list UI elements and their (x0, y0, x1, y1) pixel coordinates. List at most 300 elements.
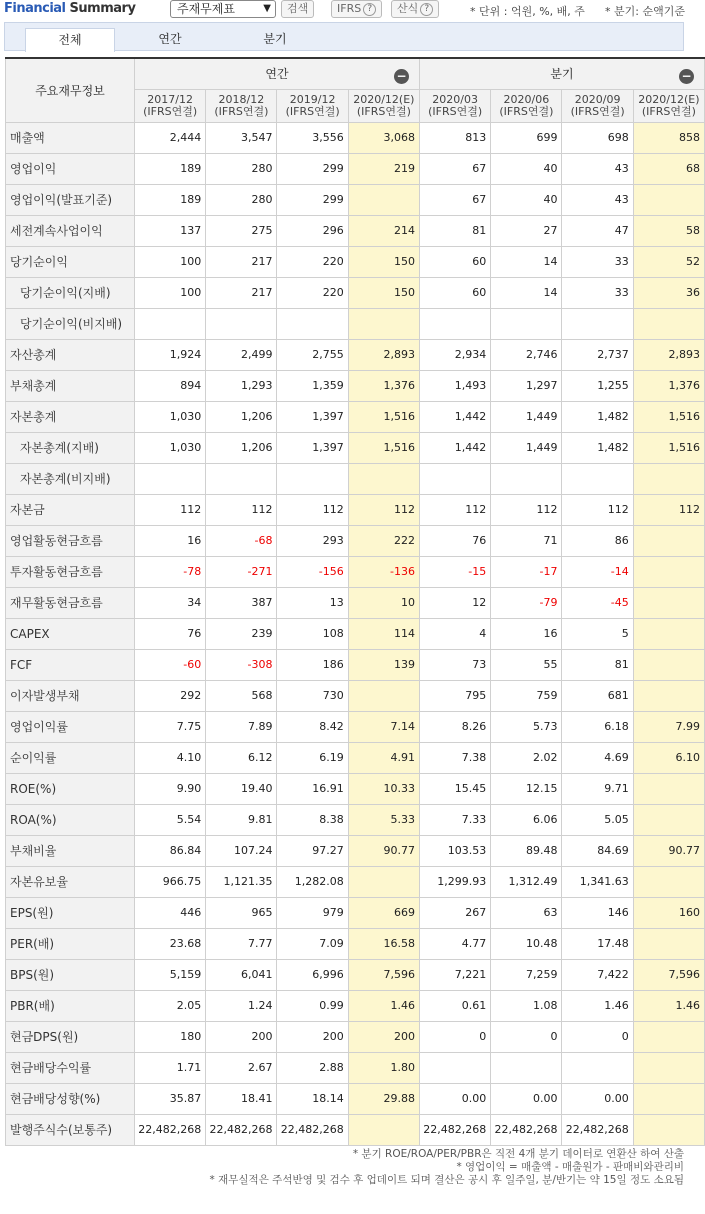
value-cell: 86 (562, 525, 633, 556)
row-label: 현금배당성향(%) (6, 1083, 135, 1114)
column-header (491, 89, 562, 122)
value-cell: 114 (348, 618, 419, 649)
value-cell: 1,312.49 (491, 866, 562, 897)
value-cell: 299 (277, 184, 348, 215)
value-cell: 108 (277, 618, 348, 649)
table-row (6, 1052, 705, 1083)
value-cell: 137 (134, 215, 205, 246)
value-cell: 36 (633, 277, 704, 308)
value-cell: 40 (491, 153, 562, 184)
basis-label: (IFRS연결) (499, 104, 554, 118)
value-cell: 446 (134, 897, 205, 928)
value-cell: 12.15 (491, 773, 562, 804)
value-cell: -136 (348, 556, 419, 587)
basis-label: (IFRS연결) (356, 104, 411, 118)
basis-label: (IFRS연결) (428, 104, 483, 118)
value-cell: 16.58 (348, 928, 419, 959)
row-label: 당기순이익(지배) (6, 277, 135, 308)
value-cell: 16 (134, 525, 205, 556)
toolbar (0, 0, 694, 21)
value-cell: 90.77 (348, 835, 419, 866)
row-label: FCF (6, 649, 135, 680)
value-cell: 894 (134, 370, 205, 401)
value-cell: 979 (277, 897, 348, 928)
value-cell: 267 (419, 897, 490, 928)
period-label: 2020/06 (503, 92, 550, 106)
value-cell (277, 463, 348, 494)
value-cell: 2.05 (134, 990, 205, 1021)
table-row (6, 990, 705, 1021)
column-header (206, 89, 277, 122)
table-row (6, 866, 705, 897)
value-cell (419, 308, 490, 339)
value-cell: 965 (206, 897, 277, 928)
value-cell (491, 1052, 562, 1083)
table-row (6, 432, 705, 463)
value-cell: 387 (206, 587, 277, 618)
value-cell: 22,482,268 (491, 1114, 562, 1145)
value-cell: 669 (348, 897, 419, 928)
value-cell: 10.48 (491, 928, 562, 959)
quarter-basis-note: * 분기: 순액기준 (605, 5, 685, 18)
table-row (6, 308, 705, 339)
value-cell: 217 (206, 246, 277, 277)
value-cell: 1,376 (633, 370, 704, 401)
value-cell (348, 463, 419, 494)
value-cell: 22,482,268 (419, 1114, 490, 1145)
unit-note: * 단위 : 억원, %, 배, 주 (470, 5, 585, 18)
value-cell: 1,359 (277, 370, 348, 401)
value-cell: 35.87 (134, 1083, 205, 1114)
value-cell (348, 866, 419, 897)
value-cell (277, 308, 348, 339)
row-label: 현금DPS(원) (6, 1021, 135, 1052)
basis-label: (IFRS연결) (143, 104, 198, 118)
value-cell: 17.48 (562, 928, 633, 959)
row-label: 영업이익률 (6, 711, 135, 742)
value-cell (633, 1052, 704, 1083)
row-label: 현금배당수익률 (6, 1052, 135, 1083)
value-cell: 18.14 (277, 1083, 348, 1114)
value-cell: 63 (491, 897, 562, 928)
value-cell: 1,516 (348, 401, 419, 432)
table-row (6, 773, 705, 804)
chevron-down-icon: ▼ (263, 3, 271, 14)
value-cell: 97.27 (277, 835, 348, 866)
column-header (134, 89, 205, 122)
value-cell: 76 (419, 525, 490, 556)
corner-header: 주요재무정보 (6, 58, 135, 122)
row-label: 자본총계(지배) (6, 432, 135, 463)
value-cell: 90.77 (633, 835, 704, 866)
value-cell: 7.38 (419, 742, 490, 773)
collapse-quarter-icon[interactable]: − (679, 69, 694, 84)
value-cell: 81 (562, 649, 633, 680)
value-cell: 12 (419, 587, 490, 618)
value-cell: 60 (419, 277, 490, 308)
value-cell: 3,556 (277, 122, 348, 153)
value-cell: 1,449 (491, 401, 562, 432)
value-cell: 6,996 (277, 959, 348, 990)
value-cell: 1.08 (491, 990, 562, 1021)
footnotes (210, 1148, 684, 1187)
title-rest: Summary (69, 1, 136, 16)
column-header (633, 89, 704, 122)
value-cell: 86.84 (134, 835, 205, 866)
value-cell: -15 (419, 556, 490, 587)
value-cell: 3,547 (206, 122, 277, 153)
table-row (6, 401, 705, 432)
formula-help-button[interactable] (391, 0, 439, 18)
value-cell: 16 (491, 618, 562, 649)
tab-annual[interactable]: 연간 (158, 32, 182, 46)
value-cell: 5.73 (491, 711, 562, 742)
value-cell: 1,449 (491, 432, 562, 463)
value-cell (206, 308, 277, 339)
table-row (6, 711, 705, 742)
period-label: 2019/12 (289, 92, 336, 106)
value-cell: 4.91 (348, 742, 419, 773)
table-row (6, 525, 705, 556)
value-cell: 112 (419, 494, 490, 525)
row-label: 당기순이익(비지배) (6, 308, 135, 339)
value-cell: 7.33 (419, 804, 490, 835)
question-icon: ? (420, 3, 433, 16)
page-title (4, 1, 135, 16)
value-cell: -79 (491, 587, 562, 618)
value-cell: 0.00 (562, 1083, 633, 1114)
row-label: 자본금 (6, 494, 135, 525)
table-row (6, 370, 705, 401)
basis-label: (IFRS연결) (285, 104, 340, 118)
value-cell: 1,442 (419, 401, 490, 432)
value-cell: -78 (134, 556, 205, 587)
value-cell: 759 (491, 680, 562, 711)
value-cell: 2,444 (134, 122, 205, 153)
value-cell: 7,422 (562, 959, 633, 990)
value-cell: 7,259 (491, 959, 562, 990)
value-cell: 4.69 (562, 742, 633, 773)
value-cell (491, 463, 562, 494)
value-cell: 7.77 (206, 928, 277, 959)
value-cell: 1,206 (206, 401, 277, 432)
value-cell: 43 (562, 184, 633, 215)
value-cell: 292 (134, 680, 205, 711)
row-label: BPS(원) (6, 959, 135, 990)
value-cell: 71 (491, 525, 562, 556)
value-cell: 1,924 (134, 339, 205, 370)
value-cell: 22,482,268 (562, 1114, 633, 1145)
value-cell (348, 184, 419, 215)
tab-all[interactable]: 전체 (25, 28, 115, 52)
title-highlight: Financial (4, 1, 66, 16)
value-cell: 103.53 (419, 835, 490, 866)
row-label: 투자활동현금흐름 (6, 556, 135, 587)
value-cell (562, 1052, 633, 1083)
value-cell: 5.33 (348, 804, 419, 835)
value-cell: 217 (206, 277, 277, 308)
table-row (6, 1021, 705, 1052)
value-cell: 10 (348, 587, 419, 618)
table-row (6, 835, 705, 866)
value-cell: 7.14 (348, 711, 419, 742)
value-cell: 8.38 (277, 804, 348, 835)
value-cell: 200 (277, 1021, 348, 1052)
value-cell (633, 556, 704, 587)
row-label: CAPEX (6, 618, 135, 649)
value-cell: 112 (633, 494, 704, 525)
statement-type-select[interactable] (170, 0, 276, 18)
value-cell: 1,293 (206, 370, 277, 401)
value-cell (348, 680, 419, 711)
table-row (6, 742, 705, 773)
period-label: 2017/12 (147, 92, 193, 106)
value-cell: 299 (277, 153, 348, 184)
value-cell: 1,299.93 (419, 866, 490, 897)
value-cell (419, 463, 490, 494)
period-label: 2020/03 (432, 92, 478, 106)
value-cell: 22,482,268 (277, 1114, 348, 1145)
value-cell: -45 (562, 587, 633, 618)
table-row (6, 1114, 705, 1145)
row-label: PBR(배) (6, 990, 135, 1021)
row-label: 영업이익(발표기준) (6, 184, 135, 215)
row-label: 자본유보율 (6, 866, 135, 897)
value-cell: 22,482,268 (134, 1114, 205, 1145)
value-cell: 89.48 (491, 835, 562, 866)
value-cell: 858 (633, 122, 704, 153)
value-cell: 43 (562, 153, 633, 184)
value-cell: 81 (419, 215, 490, 246)
value-cell (633, 928, 704, 959)
value-cell: 73 (419, 649, 490, 680)
value-cell: 33 (562, 277, 633, 308)
value-cell: 58 (633, 215, 704, 246)
value-cell (419, 1052, 490, 1083)
value-cell (491, 308, 562, 339)
footnote: * 분기 ROE/ROA/PER/PBR은 직전 4개 분기 데이터로 연환산 하여 산출 (352, 1148, 684, 1160)
value-cell: 29.88 (348, 1083, 419, 1114)
value-cell: 189 (134, 184, 205, 215)
value-cell: 1.46 (633, 990, 704, 1021)
value-cell: 52 (633, 246, 704, 277)
basis-label: (IFRS연결) (641, 104, 696, 118)
basis-label: (IFRS연결) (214, 104, 269, 118)
value-cell: 7.89 (206, 711, 277, 742)
value-cell: 4.77 (419, 928, 490, 959)
ifrs-help-button[interactable] (331, 0, 382, 18)
search-button[interactable]: 검색 (281, 0, 314, 18)
value-cell: 2.67 (206, 1052, 277, 1083)
value-cell: 1,030 (134, 432, 205, 463)
footnote: * 영업이익 = 매출액 - 매출원가 - 판매비와관리비 (456, 1161, 684, 1173)
value-cell: 7,596 (633, 959, 704, 990)
value-cell (633, 649, 704, 680)
value-cell: 112 (134, 494, 205, 525)
row-label: 재무활동현금흐름 (6, 587, 135, 618)
value-cell (633, 1021, 704, 1052)
formula-label: 산식 (397, 2, 419, 15)
table-row (6, 680, 705, 711)
value-cell: -68 (206, 525, 277, 556)
value-cell: 7.75 (134, 711, 205, 742)
value-cell (633, 463, 704, 494)
row-label: 발행주식수(보통주) (6, 1114, 135, 1145)
value-cell (633, 1083, 704, 1114)
value-cell: 1.71 (134, 1052, 205, 1083)
value-cell: 1,282.08 (277, 866, 348, 897)
row-label: 당기순이익 (6, 246, 135, 277)
value-cell: 2,893 (348, 339, 419, 370)
value-cell: 40 (491, 184, 562, 215)
value-cell (633, 680, 704, 711)
value-cell: 0.61 (419, 990, 490, 1021)
value-cell: 966.75 (134, 866, 205, 897)
value-cell: 10.33 (348, 773, 419, 804)
value-cell: 7,221 (419, 959, 490, 990)
table-row (6, 246, 705, 277)
value-cell: 34 (134, 587, 205, 618)
value-cell: 1,297 (491, 370, 562, 401)
value-cell: 1,206 (206, 432, 277, 463)
row-label: 자산총계 (6, 339, 135, 370)
collapse-annual-icon[interactable]: − (394, 69, 409, 84)
row-label: 영업활동현금흐름 (6, 525, 135, 556)
ifrs-label: IFRS (337, 2, 362, 15)
value-cell: 9.71 (562, 773, 633, 804)
value-cell: 7.99 (633, 711, 704, 742)
column-header (562, 89, 633, 122)
value-cell: 1,121.35 (206, 866, 277, 897)
value-cell (134, 308, 205, 339)
value-cell: 6.12 (206, 742, 277, 773)
value-cell: 100 (134, 277, 205, 308)
value-cell (633, 618, 704, 649)
value-cell: 60 (419, 246, 490, 277)
value-cell: 2,746 (491, 339, 562, 370)
value-cell: 5.05 (562, 804, 633, 835)
table-row (6, 463, 705, 494)
quarter-group-header (419, 58, 704, 89)
value-cell: 220 (277, 277, 348, 308)
value-cell (633, 773, 704, 804)
value-cell: 280 (206, 184, 277, 215)
value-cell: 2,499 (206, 339, 277, 370)
select-value: 주재무제표 (177, 2, 235, 16)
value-cell: 23.68 (134, 928, 205, 959)
value-cell: 7,596 (348, 959, 419, 990)
table-row (6, 153, 705, 184)
value-cell: 76 (134, 618, 205, 649)
value-cell (633, 866, 704, 897)
value-cell: 2,934 (419, 339, 490, 370)
value-cell: 6,041 (206, 959, 277, 990)
value-cell (633, 184, 704, 215)
column-header (348, 89, 419, 122)
value-cell: 6.10 (633, 742, 704, 773)
value-cell: 180 (134, 1021, 205, 1052)
value-cell: 1,482 (562, 432, 633, 463)
column-header (419, 89, 490, 122)
value-cell: 1,341.63 (562, 866, 633, 897)
row-label: 매출액 (6, 122, 135, 153)
value-cell: 186 (277, 649, 348, 680)
quarter-label: 분기 (550, 67, 574, 82)
value-cell: 1,397 (277, 432, 348, 463)
row-label: 부채비율 (6, 835, 135, 866)
footnote: * 재무실적은 주석반영 및 검수 후 업데이트 되며 결산은 공시 후 일주일, 분/반기는 약 15일 정도 소요됨 (209, 1174, 684, 1186)
question-icon: ? (363, 3, 376, 16)
value-cell: 14 (491, 277, 562, 308)
value-cell: 160 (633, 897, 704, 928)
column-header (277, 89, 348, 122)
value-cell: 7.09 (277, 928, 348, 959)
value-cell: 4 (419, 618, 490, 649)
value-cell (633, 587, 704, 618)
value-cell: 1,516 (633, 401, 704, 432)
value-cell: 1,493 (419, 370, 490, 401)
tab-quarter[interactable]: 분기 (263, 32, 287, 46)
value-cell: 55 (491, 649, 562, 680)
value-cell: 15.45 (419, 773, 490, 804)
value-cell: 795 (419, 680, 490, 711)
value-cell: 0.00 (419, 1083, 490, 1114)
value-cell: 100 (134, 246, 205, 277)
value-cell: 0 (419, 1021, 490, 1052)
row-label: EPS(원) (6, 897, 135, 928)
value-cell: 280 (206, 153, 277, 184)
value-cell: 84.69 (562, 835, 633, 866)
value-cell: 13 (277, 587, 348, 618)
value-cell: 9.90 (134, 773, 205, 804)
value-cell: -308 (206, 649, 277, 680)
value-cell: 219 (348, 153, 419, 184)
row-label: 영업이익 (6, 153, 135, 184)
value-cell: 19.40 (206, 773, 277, 804)
value-cell: 139 (348, 649, 419, 680)
value-cell: -60 (134, 649, 205, 680)
table-row (6, 897, 705, 928)
table-row (6, 804, 705, 835)
period-label: 2020/09 (574, 92, 621, 106)
value-cell: 1,030 (134, 401, 205, 432)
value-cell: 3,068 (348, 122, 419, 153)
value-cell: 16.91 (277, 773, 348, 804)
value-cell: 6.19 (277, 742, 348, 773)
value-cell: 1.24 (206, 990, 277, 1021)
table-row (6, 618, 705, 649)
value-cell (348, 308, 419, 339)
value-cell: 275 (206, 215, 277, 246)
row-label: 부채총계 (6, 370, 135, 401)
value-cell: 296 (277, 215, 348, 246)
value-cell: 6.18 (562, 711, 633, 742)
value-cell: 2.02 (491, 742, 562, 773)
value-cell: 698 (562, 122, 633, 153)
value-cell (206, 463, 277, 494)
value-cell: 0 (491, 1021, 562, 1052)
value-cell: 5,159 (134, 959, 205, 990)
value-cell: 2,755 (277, 339, 348, 370)
value-cell: 681 (562, 680, 633, 711)
table-row (6, 339, 705, 370)
value-cell: 22,482,268 (206, 1114, 277, 1145)
value-cell: 1,442 (419, 432, 490, 463)
value-cell: 112 (277, 494, 348, 525)
value-cell: 8.26 (419, 711, 490, 742)
value-cell (633, 525, 704, 556)
value-cell: 4.10 (134, 742, 205, 773)
